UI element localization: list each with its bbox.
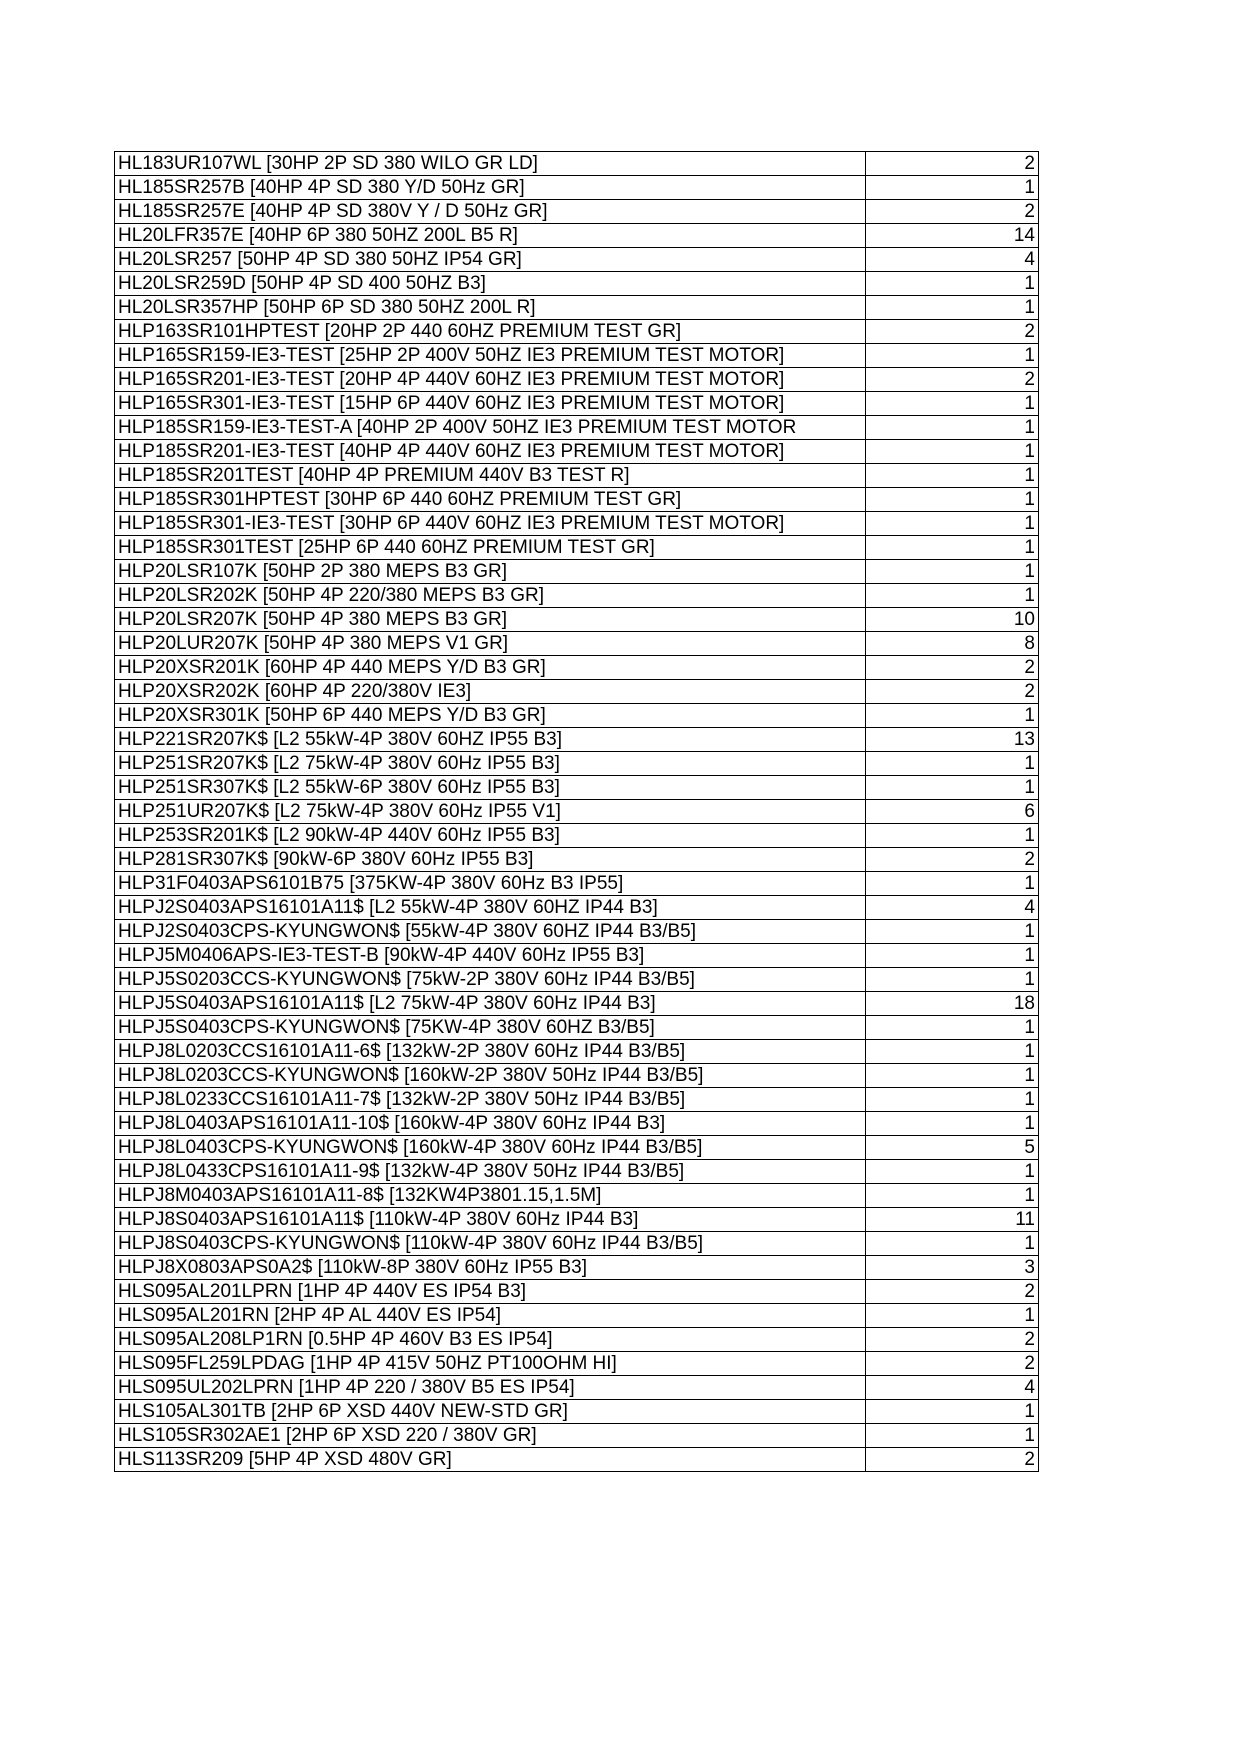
table-row: [115, 200, 1039, 224]
item-description-cell: HLS105SR302AE1 [2HP 6P XSD 220 / 380V GR]: [115, 1424, 866, 1448]
table-row: [115, 1256, 1039, 1280]
item-description-cell: HL20LSR257 [50HP 4P SD 380 50HZ IP54 GR]: [115, 248, 866, 272]
item-description-cell: HLP31F0403APS6101B75 [375KW-4P 380V 60Hz B3 IP55]: [115, 872, 866, 896]
table-row: [115, 536, 1039, 560]
item-description-cell: HLP20LSR202K [50HP 4P 220/380 MEPS B3 GR]: [115, 584, 866, 608]
quantity-cell: 1: [866, 1184, 1039, 1208]
item-description-cell: HLPJ5M0406APS-IE3-TEST-B [90kW-4P 440V 60Hz IP55 B3]: [115, 944, 866, 968]
quantity-cell: 1: [866, 1040, 1039, 1064]
item-description-cell: HLPJ5S0403CPS-KYUNGWON$ [75KW-4P 380V 60HZ B3/B5]: [115, 1016, 866, 1040]
quantity-cell: 10: [866, 608, 1039, 632]
item-description-cell: HLP165SR201-IE3-TEST [20HP 4P 440V 60HZ IE3 PREMIUM TEST MOTOR]: [115, 368, 866, 392]
item-description-cell: HLPJ8L0403CPS-KYUNGWON$ [160kW-4P 380V 60Hz IP44 B3/B5]: [115, 1136, 866, 1160]
quantity-cell: 2: [866, 848, 1039, 872]
item-description-cell: HLS095UL202LPRN [1HP 4P 220 / 380V B5 ES IP54]: [115, 1376, 866, 1400]
quantity-cell: 13: [866, 728, 1039, 752]
quantity-cell: 1: [866, 464, 1039, 488]
quantity-cell: 11: [866, 1208, 1039, 1232]
quantity-cell: 2: [866, 320, 1039, 344]
quantity-cell: 1: [866, 1088, 1039, 1112]
item-description-cell: HLPJ8S0403CPS-KYUNGWON$ [110kW-4P 380V 60Hz IP44 B3/B5]: [115, 1232, 866, 1256]
table-row: [115, 440, 1039, 464]
quantity-cell: 6: [866, 800, 1039, 824]
table-row: [115, 896, 1039, 920]
table-row: [115, 776, 1039, 800]
table-row: [115, 368, 1039, 392]
table-row: [115, 560, 1039, 584]
item-description-cell: HLPJ8L0403APS16101A11-10$ [160kW-4P 380V 60Hz IP44 B3]: [115, 1112, 866, 1136]
quantity-cell: 1: [866, 488, 1039, 512]
table-row: [115, 512, 1039, 536]
item-description-cell: HLPJ8S0403APS16101A11$ [110kW-4P 380V 60Hz IP44 B3]: [115, 1208, 866, 1232]
table-row: [115, 320, 1039, 344]
item-description-cell: HL183UR107WL [30HP 2P SD 380 WILO GR LD]: [115, 152, 866, 176]
item-description-cell: HLPJ2S0403APS16101A11$ [L2 55kW-4P 380V 60HZ IP44 B3]: [115, 896, 866, 920]
quantity-cell: 1: [866, 1424, 1039, 1448]
item-description-cell: HL20LSR259D [50HP 4P SD 400 50HZ B3]: [115, 272, 866, 296]
table-row: [115, 608, 1039, 632]
item-description-cell: HLP20LSR107K [50HP 2P 380 MEPS B3 GR]: [115, 560, 866, 584]
table-row: [115, 1040, 1039, 1064]
quantity-cell: 14: [866, 224, 1039, 248]
quantity-cell: 1: [866, 1112, 1039, 1136]
quantity-cell: 2: [866, 200, 1039, 224]
table-row: [115, 1304, 1039, 1328]
quantity-cell: 2: [866, 1352, 1039, 1376]
table-row: [115, 1352, 1039, 1376]
quantity-cell: 18: [866, 992, 1039, 1016]
quantity-cell: 5: [866, 1136, 1039, 1160]
item-description-cell: HLPJ8L0203CCS16101A11-6$ [132kW-2P 380V 60Hz IP44 B3/B5]: [115, 1040, 866, 1064]
quantity-cell: 4: [866, 248, 1039, 272]
table-row: [115, 632, 1039, 656]
item-description-cell: HLP165SR301-IE3-TEST [15HP 6P 440V 60HZ IE3 PREMIUM TEST MOTOR]: [115, 392, 866, 416]
item-description-cell: HL185SR257E [40HP 4P SD 380V Y / D 50Hz GR]: [115, 200, 866, 224]
table-row: [115, 1448, 1039, 1472]
quantity-cell: 1: [866, 440, 1039, 464]
table-row: [115, 848, 1039, 872]
item-description-cell: HLP185SR159-IE3-TEST-A [40HP 2P 400V 50HZ IE3 PREMIUM TEST MOTOR: [115, 416, 866, 440]
table-row: [115, 872, 1039, 896]
item-description-cell: HLPJ8M0403APS16101A11-8$ [132KW4P3801.15,1.5M]: [115, 1184, 866, 1208]
quantity-cell: 4: [866, 896, 1039, 920]
item-description-cell: HLP20XSR301K [50HP 6P 440 MEPS Y/D B3 GR]: [115, 704, 866, 728]
table-row: [115, 752, 1039, 776]
item-description-cell: HLS095AL208LP1RN [0.5HP 4P 460V B3 ES IP54]: [115, 1328, 866, 1352]
item-description-cell: HLS113SR209 [5HP 4P XSD 480V GR]: [115, 1448, 866, 1472]
quantity-cell: 1: [866, 944, 1039, 968]
quantity-cell: 2: [866, 656, 1039, 680]
table-row: [115, 152, 1039, 176]
table-row: [115, 464, 1039, 488]
table-row: [115, 800, 1039, 824]
table-row: [115, 392, 1039, 416]
quantity-cell: 1: [866, 1064, 1039, 1088]
quantity-cell: 1: [866, 776, 1039, 800]
item-description-cell: HLP20XSR201K [60HP 4P 440 MEPS Y/D B3 GR]: [115, 656, 866, 680]
table-row: [115, 224, 1039, 248]
item-description-cell: HL20LFR357E [40HP 6P 380 50HZ 200L B5 R]: [115, 224, 866, 248]
table-row: [115, 1232, 1039, 1256]
item-description-cell: HLS095AL201LPRN [1HP 4P 440V ES IP54 B3]: [115, 1280, 866, 1304]
table-row: [115, 944, 1039, 968]
quantity-cell: 1: [866, 1304, 1039, 1328]
item-description-cell: HLP251SR207K$ [L2 75kW-4P 380V 60Hz IP55 B3]: [115, 752, 866, 776]
table-row: [115, 1400, 1039, 1424]
item-description-cell: HL185SR257B [40HP 4P SD 380 Y/D 50Hz GR]: [115, 176, 866, 200]
quantity-cell: 2: [866, 1280, 1039, 1304]
quantity-cell: 1: [866, 176, 1039, 200]
table-row: [115, 1280, 1039, 1304]
item-description-cell: HLP185SR201-IE3-TEST [40HP 4P 440V 60HZ IE3 PREMIUM TEST MOTOR]: [115, 440, 866, 464]
item-description-cell: HLP163SR101HPTEST [20HP 2P 440 60HZ PREMIUM TEST GR]: [115, 320, 866, 344]
quantity-cell: 2: [866, 1448, 1039, 1472]
table-row: [115, 1376, 1039, 1400]
quantity-cell: 4: [866, 1376, 1039, 1400]
item-description-cell: HLPJ5S0203CCS-KYUNGWON$ [75kW-2P 380V 60Hz IP44 B3/B5]: [115, 968, 866, 992]
item-description-cell: HLP185SR301HPTEST [30HP 6P 440 60HZ PREMIUM TEST GR]: [115, 488, 866, 512]
table-row: [115, 728, 1039, 752]
quantity-cell: 1: [866, 272, 1039, 296]
item-description-cell: HLS095FL259LPDAG [1HP 4P 415V 50HZ PT100OHM HI]: [115, 1352, 866, 1376]
table-row: [115, 272, 1039, 296]
item-description-cell: HLP20LSR207K [50HP 4P 380 MEPS B3 GR]: [115, 608, 866, 632]
quantity-cell: 1: [866, 512, 1039, 536]
table-row: [115, 1016, 1039, 1040]
table-row: [115, 176, 1039, 200]
table-row: [115, 656, 1039, 680]
quantity-cell: 1: [866, 1016, 1039, 1040]
inventory-table-body: [115, 152, 1039, 1472]
table-row: [115, 1112, 1039, 1136]
quantity-cell: 1: [866, 344, 1039, 368]
quantity-cell: 1: [866, 584, 1039, 608]
quantity-cell: 1: [866, 1400, 1039, 1424]
table-row: [115, 344, 1039, 368]
item-description-cell: HLPJ8L0433CPS16101A11-9$ [132kW-4P 380V 50Hz IP44 B3/B5]: [115, 1160, 866, 1184]
item-description-cell: HLS095AL201RN [2HP 4P AL 440V ES IP54]: [115, 1304, 866, 1328]
item-description-cell: HLP185SR201TEST [40HP 4P PREMIUM 440V B3 TEST R]: [115, 464, 866, 488]
quantity-cell: 1: [866, 752, 1039, 776]
quantity-cell: 2: [866, 680, 1039, 704]
quantity-cell: 1: [866, 704, 1039, 728]
quantity-cell: 1: [866, 1160, 1039, 1184]
item-description-cell: HL20LSR357HP [50HP 6P SD 380 50HZ 200L R]: [115, 296, 866, 320]
table-row: [115, 824, 1039, 848]
inventory-table: [114, 151, 1039, 1472]
quantity-cell: 1: [866, 920, 1039, 944]
table-row: [115, 416, 1039, 440]
table-row: [115, 1424, 1039, 1448]
item-description-cell: HLPJ8L0203CCS-KYUNGWON$ [160kW-2P 380V 50Hz IP44 B3/B5]: [115, 1064, 866, 1088]
item-description-cell: HLP20LUR207K [50HP 4P 380 MEPS V1 GR]: [115, 632, 866, 656]
quantity-cell: 8: [866, 632, 1039, 656]
item-description-cell: HLP221SR207K$ [L2 55kW-4P 380V 60HZ IP55 B3]: [115, 728, 866, 752]
quantity-cell: 2: [866, 1328, 1039, 1352]
item-description-cell: HLPJ5S0403APS16101A11$ [L2 75kW-4P 380V 60Hz IP44 B3]: [115, 992, 866, 1016]
quantity-cell: 1: [866, 416, 1039, 440]
table-row: [115, 1160, 1039, 1184]
quantity-cell: 1: [866, 824, 1039, 848]
table-row: [115, 680, 1039, 704]
quantity-cell: 1: [866, 1232, 1039, 1256]
item-description-cell: HLP251UR207K$ [L2 75kW-4P 380V 60Hz IP55 V1]: [115, 800, 866, 824]
item-description-cell: HLPJ8L0233CCS16101A11-7$ [132kW-2P 380V 50Hz IP44 B3/B5]: [115, 1088, 866, 1112]
table-row: [115, 1328, 1039, 1352]
item-description-cell: HLP253SR201K$ [L2 90kW-4P 440V 60Hz IP55 B3]: [115, 824, 866, 848]
table-row: [115, 488, 1039, 512]
quantity-cell: 1: [866, 392, 1039, 416]
table-row: [115, 296, 1039, 320]
quantity-cell: 1: [866, 536, 1039, 560]
item-description-cell: HLPJ2S0403CPS-KYUNGWON$ [55kW-4P 380V 60HZ IP44 B3/B5]: [115, 920, 866, 944]
table-row: [115, 1136, 1039, 1160]
item-description-cell: HLPJ8X0803APS0A2$ [110kW-8P 380V 60Hz IP55 B3]: [115, 1256, 866, 1280]
item-description-cell: HLP20XSR202K [60HP 4P 220/380V IE3]: [115, 680, 866, 704]
table-row: [115, 1208, 1039, 1232]
quantity-cell: 1: [866, 560, 1039, 584]
item-description-cell: HLP165SR159-IE3-TEST [25HP 2P 400V 50HZ IE3 PREMIUM TEST MOTOR]: [115, 344, 866, 368]
table-row: [115, 584, 1039, 608]
table-row: [115, 968, 1039, 992]
quantity-cell: 3: [866, 1256, 1039, 1280]
table-row: [115, 920, 1039, 944]
quantity-cell: 1: [866, 968, 1039, 992]
quantity-cell: 2: [866, 368, 1039, 392]
item-description-cell: HLP185SR301-IE3-TEST [30HP 6P 440V 60HZ IE3 PREMIUM TEST MOTOR]: [115, 512, 866, 536]
quantity-cell: 2: [866, 152, 1039, 176]
table-row: [115, 1184, 1039, 1208]
item-description-cell: HLP281SR307K$ [90kW-6P 380V 60Hz IP55 B3]: [115, 848, 866, 872]
table-row: [115, 248, 1039, 272]
table-row: [115, 704, 1039, 728]
quantity-cell: 1: [866, 296, 1039, 320]
item-description-cell: HLS105AL301TB [2HP 6P XSD 440V NEW-STD GR]: [115, 1400, 866, 1424]
table-row: [115, 1088, 1039, 1112]
quantity-cell: 1: [866, 872, 1039, 896]
item-description-cell: HLP185SR301TEST [25HP 6P 440 60HZ PREMIUM TEST GR]: [115, 536, 866, 560]
table-row: [115, 992, 1039, 1016]
item-description-cell: HLP251SR307K$ [L2 55kW-6P 380V 60Hz IP55 B3]: [115, 776, 866, 800]
table-row: [115, 1064, 1039, 1088]
